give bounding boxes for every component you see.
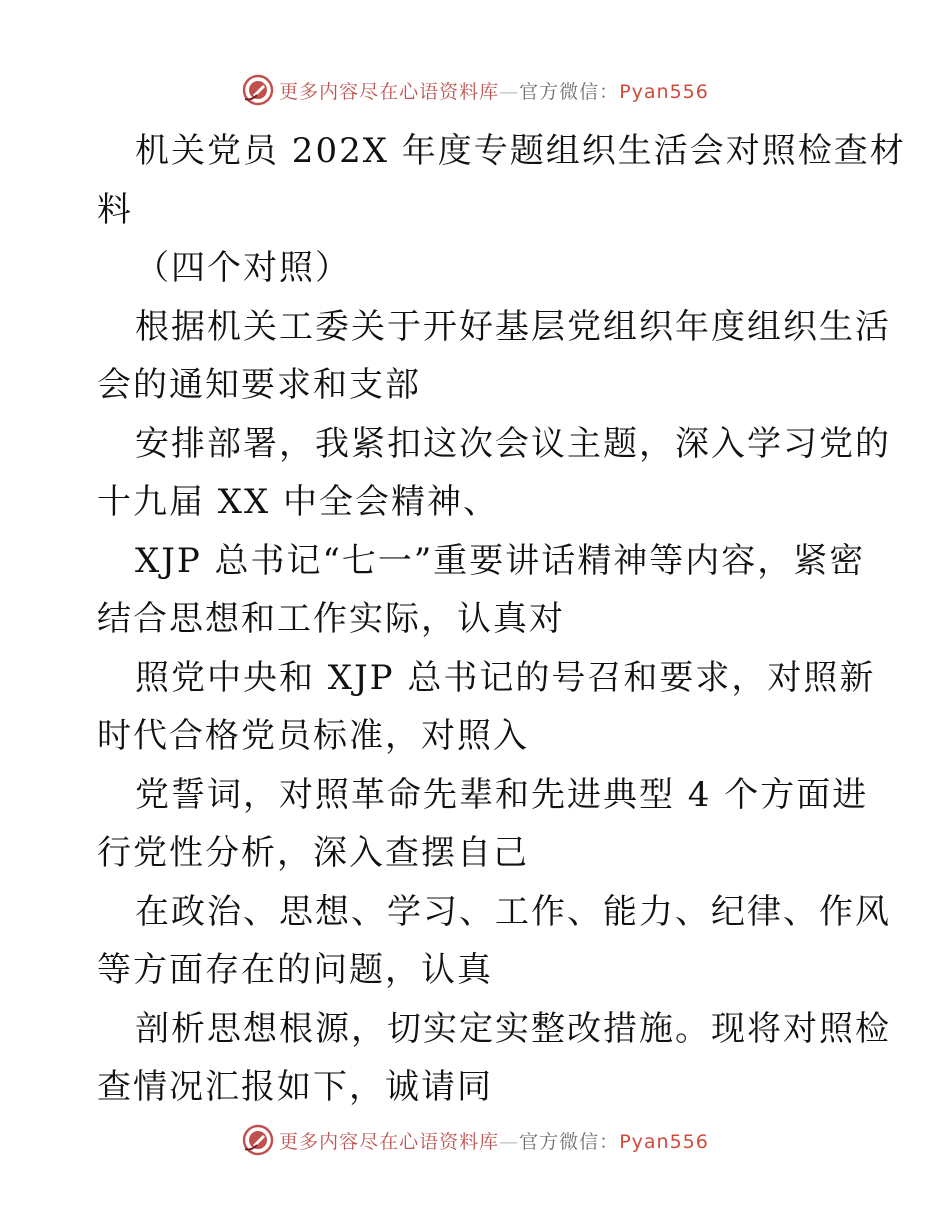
paragraph-line: 结合思想和工作实际，认真对 (97, 599, 565, 639)
watermark-brand: 更多内容尽在心语资料库 (279, 80, 500, 103)
paragraph-line: 等方面存在的问题，认真 (97, 950, 493, 990)
watermark-banner-top (0, 72, 950, 108)
pen-nib-circle-icon (241, 1123, 275, 1157)
paragraph-line: 党誓词，对照革命先辈和先进典型 4 个方面进 (135, 774, 869, 815)
watermark-label: 官方微信： (519, 1130, 620, 1153)
paragraph-line: 照党中央和 XJP 总书记的号召和要求，对照新 (135, 657, 876, 698)
paragraph-line: 十九届 XX 中全会精神、 (97, 482, 500, 522)
watermark-brand: 更多内容尽在心语资料库 (279, 1130, 500, 1153)
paragraph-line: 会的通知要求和支部 (97, 365, 421, 405)
document-title-line-2: 料 (97, 189, 133, 230)
paragraph-line: XJP 总书记“七一”重要讲话精神等内容，紧密 (135, 540, 866, 581)
document-subtitle: （四个对照） (135, 248, 351, 288)
document-body (97, 122, 906, 1117)
watermark-wechat-id: Pyan556 (619, 1130, 709, 1153)
watermark-dash: — (499, 1130, 520, 1153)
paragraph-line: 时代合格党员标准，对照入 (97, 716, 529, 756)
paragraph-line: 在政治、思想、学习、工作、能力、纪律、作风 (135, 891, 891, 932)
watermark-label: 官方微信： (519, 80, 620, 103)
watermark-banner-bottom (0, 1122, 950, 1158)
paragraph-line: 根据机关工委关于开好基层党组织年度组织生活 (135, 306, 891, 347)
watermark-text (279, 1127, 709, 1154)
paragraph-line: 安排部署，我紧扣这次会议主题，深入学习党的 (135, 423, 891, 464)
pen-nib-circle-icon (241, 73, 275, 107)
paragraph-line: 剖析思想根源，切实定实整改措施。现将对照检 (135, 1008, 891, 1049)
watermark-dash: — (499, 80, 520, 103)
paragraph-line: 查情况汇报如下，诚请同 (97, 1067, 493, 1107)
paragraph-line: 行党性分析，深入查摆自己 (97, 833, 529, 873)
document-title-line-1: 机关党员 202X 年度专题组织生活会对照检查材 (135, 131, 906, 171)
watermark-wechat-id: Pyan556 (619, 80, 709, 103)
watermark-text (279, 77, 709, 104)
